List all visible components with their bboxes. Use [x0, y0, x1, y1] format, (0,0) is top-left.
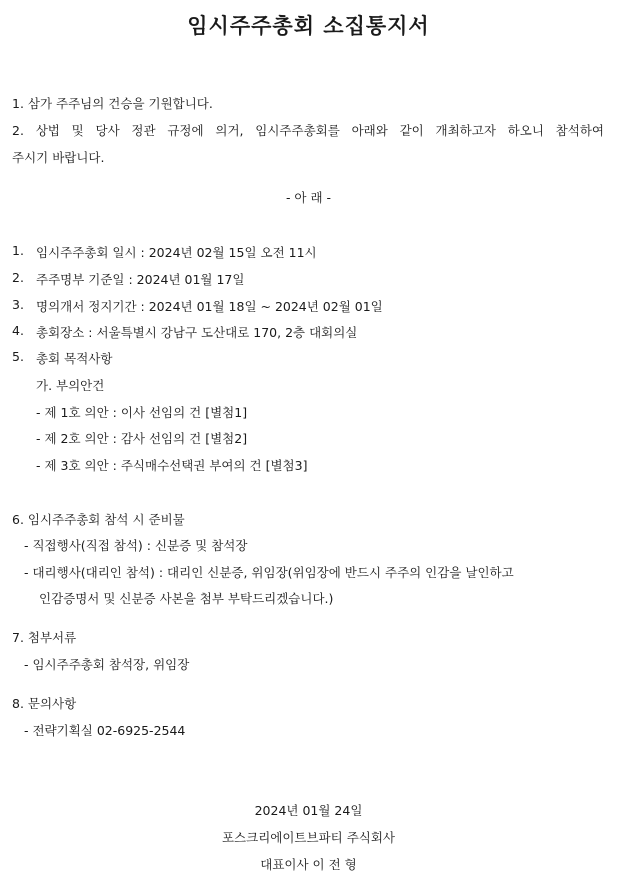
document-title: 임시주주총회 소집통지서: [187, 14, 430, 38]
section-6-proxy-cont: 인감증명서 및 신분증 사본을 첨부 부탁드리겠습니다.): [39, 591, 334, 606]
section-6-direct: - 직접행사(직접 참석) : 신분증 및 참석장: [24, 538, 248, 553]
section-7-attachments: - 임시주주총회 참석장, 위임장: [24, 657, 190, 672]
item-number-4: 4.: [12, 323, 24, 338]
section-6-heading: 6. 임시주주총회 참석 시 준비물: [12, 512, 185, 527]
item-number-3: 3.: [12, 297, 24, 312]
footer-date: 2024년 01월 24일: [254, 803, 363, 818]
footer-ceo: 대표이사 이 전 형: [260, 857, 357, 872]
item-number-1: 1.: [12, 243, 24, 258]
agenda-item-3: - 제 3호 의안 : 주식매수선택권 부여의 건 [별첨3]: [36, 458, 308, 473]
intro-line-1: 1. 삼가 주주님의 건승을 기원합니다.: [12, 96, 213, 111]
intro-line-2: 2. 상법 및 당사 정관 규정에 의거, 임시주주총회를 아래와 같이 개최하고자 하오니 참석하여: [12, 123, 604, 138]
agenda-item-1: - 제 1호 의안 : 이사 선임의 건 [별첨1]: [36, 405, 248, 420]
item-closure-period: 명의개서 정지기간 : 2024년 01월 18일 ~ 2024년 02월 01일: [36, 299, 383, 314]
agenda-item-2: - 제 2호 의안 : 감사 선임의 건 [별첨2]: [36, 431, 248, 446]
item-venue: 총회장소 : 서울특별시 강남구 도산대로 170, 2층 대회의실: [36, 325, 358, 340]
section-separator: - 아 래 -: [285, 190, 332, 205]
item-number-2: 2.: [12, 270, 24, 285]
section-8-contact: - 전략기획실 02-6925-2544: [24, 723, 186, 738]
item-agenda-title: 총회 목적사항: [36, 351, 113, 366]
intro-line-2-cont: 주시기 바랍니다.: [12, 150, 105, 165]
section-7-heading: 7. 첨부서류: [12, 630, 77, 645]
section-6-proxy: - 대리행사(대리인 참석) : 대리인 신분증, 위임장(위임장에 반드시 주주의 인감을 날인하고: [24, 565, 514, 580]
item-meeting-datetime: 임시주주총회 일시 : 2024년 02월 15일 오전 11시: [36, 245, 317, 260]
agenda-heading: 가. 부의안건: [36, 378, 105, 393]
item-record-date: 주주명부 기준일 : 2024년 01월 17일: [36, 272, 245, 287]
footer-company: 포스크리에이트브파티 주식회사: [221, 830, 396, 845]
item-number-5: 5.: [12, 349, 24, 364]
section-8-heading: 8. 문의사항: [12, 696, 77, 711]
